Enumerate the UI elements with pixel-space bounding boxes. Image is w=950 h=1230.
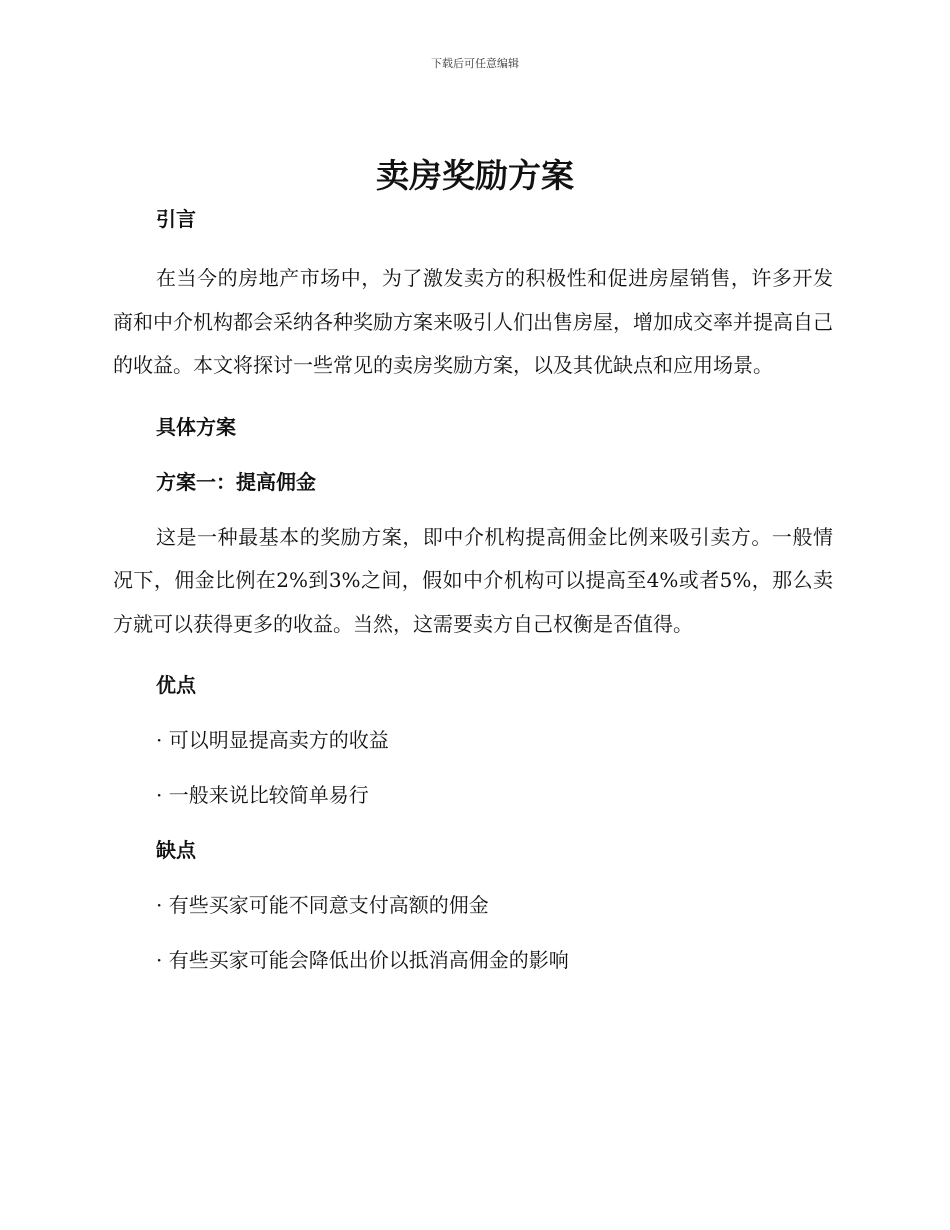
plans-heading: 具体方案 xyxy=(156,414,236,439)
pros-heading: 优点 xyxy=(156,673,196,697)
plan1-paragraph: 这是一种最基本的奖励方案，即中介机构提高佣金比例来吸引卖方。一般情况下，佣金比例在2%到3%之间，假如中介机构可以提高至4%或者5%，那么卖方就可以获得更多的收益。当然，这需要卖方自己权衡是否值得。 xyxy=(113,524,833,636)
document-title: 卖房奖励方案 xyxy=(376,156,574,195)
intro-paragraph: 在当今的房地产市场中，为了激发卖方的积极性和促进房屋销售，许多开发商和中介机构都会采纳各种奖励方案来吸引人们出售房屋，增加成交率并提高自己的收益。本文将探讨一些常见的卖房奖励方案，以及其优缺点和应用场景。 xyxy=(113,266,833,377)
cons-heading: 缺点 xyxy=(156,838,196,862)
intro-heading: 引言 xyxy=(156,207,196,231)
plan1-heading: 方案一：提高佣金 xyxy=(156,469,316,494)
pros-item: · 一般来说比较简单易行 xyxy=(156,783,369,807)
cons-item: · 有些买家可能不同意支付高额的佣金 xyxy=(156,893,489,917)
pros-item: · 可以明显提高卖方的收益 xyxy=(156,728,389,752)
document-body xyxy=(113,203,833,976)
page-header-note: 下载后可任意编辑 xyxy=(431,57,519,70)
cons-item: · 有些买家可能会降低出价以抵消高佣金的影响 xyxy=(156,948,569,972)
